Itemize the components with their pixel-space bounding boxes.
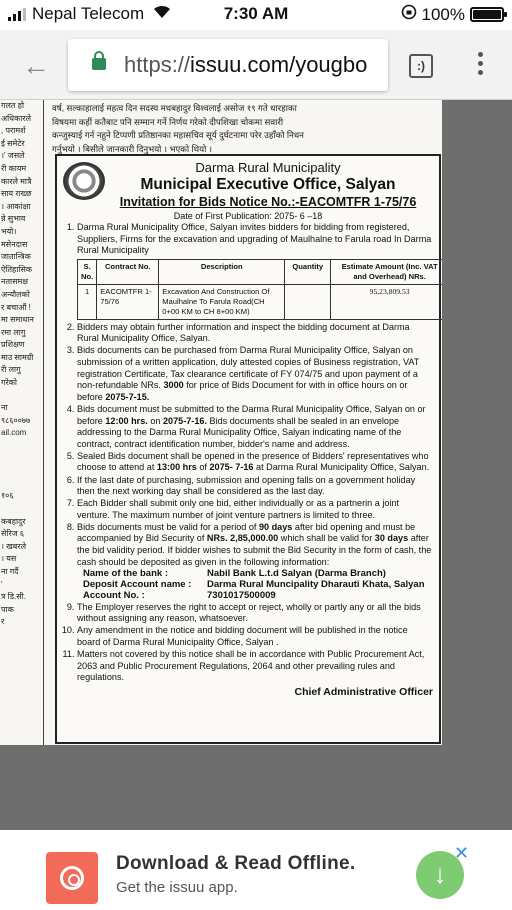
- back-arrow-icon[interactable]: ←: [22, 50, 50, 81]
- column-line: गलत हो: [1, 101, 25, 110]
- table-header: S. No.: [78, 259, 97, 284]
- top-band-text: [52, 102, 442, 156]
- column-line: । खबरले: [1, 541, 27, 551]
- column-line: [0, 440, 43, 453]
- band-line: विषयमा कहीं कतैबाट पनि सम्मान गर्ने निर्णय गरेको दीपशिखा चोकमा सवारी: [52, 116, 284, 127]
- column-line: [0, 453, 43, 466]
- table-header: Estimate Amount (Inc. VAT and Overhead) NRs.: [331, 259, 442, 284]
- column-line: मा समाधान: [1, 315, 34, 325]
- notice-item-4: 4. Bids document must be submitted to the Darma Rural Municipality Office, Salyan on or before 12:00 hrs. on 2075-7-16. Bids documents shall be sealed in an envelope addressing to the Darma Rural Municipality Office, Salyan indicating name of the contract, contract identification number, bidder's name and address.: [77, 404, 433, 450]
- band-line: कन्जुस्याई गर्न नहुने टिप्पणी प्रतिष्ठानका महासचिव सूर्य दुर्घटनामा परेर उहाँको निधन: [52, 130, 304, 140]
- browser-toolbar: [0, 30, 512, 100]
- column-line: त्र डि.सी.: [1, 592, 26, 602]
- band-line: वर्ष, सल्काहालाई महत्व दिन सदस्य मधबहादुर विश्वलाई असोज १९ गते धारहाका: [52, 103, 297, 113]
- column-line: १०६: [1, 491, 14, 501]
- invitation-heading: Invitation for Bids Notice No.:-EACOMTFR 1-75/76: [119, 195, 417, 209]
- column-line: । आकांक्षा: [1, 201, 31, 211]
- column-line: न्ने सुभाव: [1, 214, 26, 224]
- publication-date: Date of First Publication: 2075- 6 –18: [173, 211, 323, 221]
- table-row: 1 EACOMTFR 1-75/76 Excavation And Construction Of Maulhalne To Farula Road(CH 0+00 KM to CH 8+00 KM) 95,23,809.53: [78, 284, 443, 319]
- notice-item-7: 7. Each Bidder shall submit only one bid, either individually or as a partnerin a joint venture. The maximum number of joint venture partners is limited to three.: [77, 498, 433, 521]
- notice-item-3: 3. Bids documents can be purchased from Darma Rural Municipality Office, Salyan on submission of a written application, duly attested copies of Business registration, VAT registration Certificate, Tax clearance certificate of FY 074/75 and upon payment of a non-refundable NRs. 3000 for price of Bids Document for with in office hours on or before 2075-7-15.: [77, 345, 433, 403]
- notice-item-8: 8. Bids documents must be valid for a period of 90 days after bid opening and must be accompanied by Bid Security of NRs. 2,85,000.00 which shall be valid for 30 days after the bid validity period. If bidder wishes to submit the Bid Security in the form of cash, the cash should be deposited as given in the following information: Name of the bank : Nabil Bank L.t.d Salyan (Darma Branch) Deposit Account name : Darma Rural Muncipality Dharauti Khata, Salyan Account No. : 7301017500009: [77, 522, 433, 601]
- address-bar[interactable]: [68, 39, 388, 91]
- column-line: जातान्त्रिक: [1, 252, 31, 262]
- status-bar: [0, 0, 512, 30]
- app-download-banner[interactable]: [38, 843, 474, 910]
- column-line: ail.com: [1, 428, 27, 438]
- bid-table: [77, 259, 442, 320]
- notice-item-9: 9. The Employer reserves the right to accept or reject, wholly or partly any or all the bids without assigning any reason, whatsoever.: [77, 602, 433, 625]
- column-line: ना: [1, 403, 8, 413]
- column-line: ': [1, 579, 3, 589]
- signature: Chief Administrative Officer: [294, 685, 433, 698]
- notice-item-5: 5. Sealed Bids document shall be opened in the presence of Bidders' representatives who choose to attend at 13:00 hrs of 2075- 7-16 at Darma Rural Municipality Office, Salyan.: [77, 451, 433, 474]
- column-line: अन्यौलको: [1, 289, 30, 299]
- column-line: भयो।: [1, 226, 17, 236]
- column-line: [0, 465, 43, 478]
- carrier-name: Nepal Telecom: [32, 4, 145, 23]
- column-line: सेरिज ६: [1, 529, 25, 539]
- bid-notice: [55, 154, 441, 744]
- column-line: साय राख्छ: [1, 189, 32, 199]
- notice-items: [63, 222, 438, 684]
- column-line: ऐतिहासिक: [1, 264, 32, 274]
- download-icon[interactable]: ↓: [416, 851, 464, 899]
- newspaper-page: [0, 100, 442, 745]
- battery-icon: [470, 7, 504, 22]
- table-header: Quantity: [285, 259, 331, 284]
- notice-item-2: 2. Bidders may obtain further information and inspect the bidding document at Darma Rural Municipality Office, Salyan.: [77, 322, 433, 345]
- column-line: र: [1, 617, 5, 627]
- notice-item-1: 1. Darma Rural Municipality Office, Salyan invites bidders for bidding from registered, Suppliers, Firms for the excavation and upgrading of Maulhalne to Farula road In Darma Rural Municipality S. No. Contract No. Description Quantity Estimate Amount (Inc. VAT and Overhead) NRs. 1 EACOMTFR 1-75/76 Excavation And Construction Of Maulhalne To Farula Road(CH 0+00 KM to CH 8+00 KM) 95,23,809.53: [77, 222, 433, 320]
- column-line: री लागु: [1, 365, 21, 375]
- table-header: Contract No.: [97, 259, 159, 284]
- column-line: मसेनदास: [1, 239, 28, 249]
- column-line: ना गर्दै: [1, 566, 19, 576]
- column-line: गरेको: [1, 378, 17, 388]
- banner-subtitle: Get the issuu app.: [116, 879, 238, 896]
- column-line: कबहादुर: [1, 516, 26, 526]
- status-time: 7:30 AM: [223, 4, 289, 23]
- municipality-name: Darma Rural Municipality: [195, 160, 341, 175]
- notice-item-10: 10. Any amendment in the notice and bidding document will be published in the notice board of Darma Rural Municipality Office, Salyan .: [77, 625, 433, 648]
- close-icon[interactable]: ✕: [454, 843, 470, 863]
- notice-item-11: 11. Matters not covered by this notice shall be in accordance with Public Procurement Act, 2063 and Public Procurement Regulations, 2064 and other prevailing rules and regulations.: [77, 649, 433, 684]
- url-text[interactable]: https://issuu.com/yougbo: [124, 52, 368, 77]
- column-line: ।' जसले: [1, 151, 25, 161]
- orientation-lock-icon: [401, 4, 417, 25]
- column-line: री कायम: [1, 163, 27, 173]
- status-right: [401, 4, 504, 25]
- tab-switcher-button[interactable]: :): [409, 54, 433, 78]
- column-line: [0, 503, 43, 516]
- column-line: । यस: [1, 554, 17, 564]
- banner-title[interactable]: Download & Read Offline.: [116, 853, 356, 874]
- column-line: माउ सामग्री: [1, 352, 34, 362]
- column-line: अधिकारले: [1, 113, 32, 123]
- column-line: [0, 390, 43, 403]
- column-line: नतासमक्ष: [1, 277, 28, 287]
- column-line: ई समेटेर: [1, 138, 25, 148]
- column-line: प्रशिक्षण: [1, 340, 25, 350]
- document-viewer[interactable]: [0, 100, 512, 830]
- table-header: Description: [159, 259, 285, 284]
- notice-item-6: 6. If the last date of purchasing, submission and opening falls on a government holiday then the next working day shall be considered as the last day.: [77, 475, 433, 498]
- column-line: रमा लागु: [1, 327, 26, 337]
- column-line: , परामर्श: [1, 126, 26, 136]
- column-line: कारले मात्रै: [1, 176, 32, 186]
- column-line: [0, 478, 43, 491]
- column-line: र बचाऔं !: [1, 302, 31, 312]
- column-line: पाक: [1, 604, 14, 614]
- office-title: Municipal Executive Office, Salyan: [140, 176, 396, 193]
- column-line: ९८६००७७: [1, 415, 31, 425]
- municipality-emblem-icon: [63, 162, 105, 200]
- bank-details: Name of the bank : Nabil Bank L.t.d Salyan (Darma Branch) Deposit Account name : Darma Rural Muncipality Dharauti Khata, Salyan Account No. : 7301017500009: [83, 568, 425, 602]
- band-line: गर्नुभयो । बिसीले जानकारी दिनुभयो । भएको थियो ।: [52, 143, 213, 154]
- battery-percent: 100%: [421, 4, 465, 24]
- left-column-text: [0, 100, 44, 745]
- lock-icon: [92, 58, 106, 70]
- issuu-logo-icon: [46, 852, 98, 904]
- overflow-menu-icon[interactable]: [478, 52, 484, 79]
